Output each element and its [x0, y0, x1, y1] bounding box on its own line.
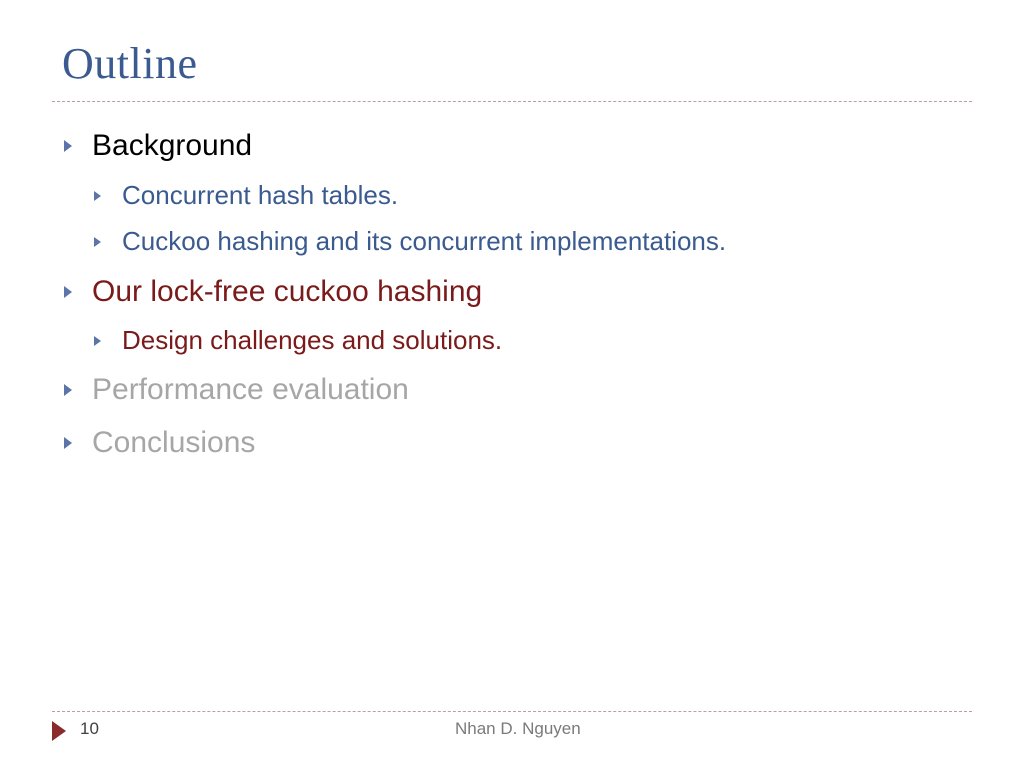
- title-divider: [52, 101, 972, 102]
- bullet-lock-free-cuckoo: [64, 275, 482, 309]
- bullet-background: [64, 129, 252, 163]
- bullet-label: Cuckoo hashing and its concurrent implementations.: [122, 226, 727, 256]
- bullet-arrow-icon: [94, 336, 101, 346]
- bullet-arrow-icon: [64, 286, 72, 298]
- slide-title: Outline: [62, 39, 198, 88]
- bullet-label: Our lock-free cuckoo hashing: [92, 275, 483, 308]
- bullet-arrow-icon: [94, 237, 101, 247]
- bullet-design-challenges: [94, 325, 502, 356]
- page-number: 10: [80, 719, 99, 738]
- bullet-conclusions: [64, 426, 255, 460]
- bullet-cuckoo-hashing: [94, 226, 726, 257]
- bullet-concurrent-hash-tables: [94, 180, 398, 211]
- bullet-label: Conclusions: [92, 426, 256, 459]
- bullet-arrow-icon: [94, 191, 101, 201]
- bullet-label: Concurrent hash tables.: [122, 180, 399, 210]
- bullet-label: Background: [92, 129, 253, 162]
- footer-divider: [52, 711, 972, 712]
- bullet-arrow-icon: [64, 140, 72, 152]
- bullet-arrow-icon: [64, 384, 72, 396]
- bullet-label: Design challenges and solutions.: [122, 325, 503, 355]
- bullet-performance-evaluation: [64, 373, 409, 407]
- footer-arrow-icon: [52, 721, 66, 741]
- bullet-arrow-icon: [64, 437, 72, 449]
- bullet-label: Performance evaluation: [92, 373, 409, 406]
- footer-author: Nhan D. Nguyen: [455, 719, 581, 738]
